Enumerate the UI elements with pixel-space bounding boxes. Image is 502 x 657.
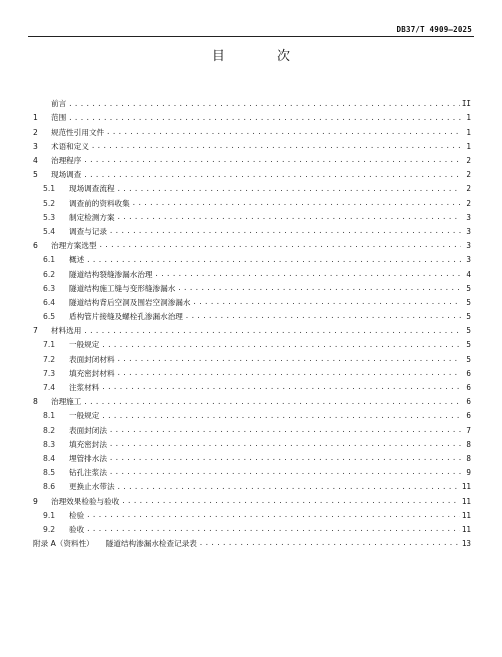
toc-entry[interactable] [33,253,471,267]
toc-entry[interactable] [33,367,471,381]
toc-entry-label: 验收 [69,524,85,534]
toc-entry-number: 6.1 [43,255,56,265]
table-of-contents [33,97,471,551]
toc-entry-label: 一般规定 [69,340,100,350]
toc-dot-leader [117,214,461,221]
toc-entry-label: 表面封闭法 [69,425,107,435]
toc-dot-leader [68,115,461,122]
toc-entry[interactable] [33,324,471,338]
toc-entry-label: 治理效果检验与验收 [51,496,120,506]
toc-entry-label: 概述 [69,255,85,265]
toc-entry-label: 范围 [51,113,67,123]
toc-entry-page-number: 4 [466,269,471,279]
toc-entry[interactable] [33,466,471,480]
toc-entry-number: 8.3 [43,439,56,449]
toc-entry-page-number: 1 [466,141,471,151]
toc-entry[interactable] [33,296,471,310]
toc-entry-page-number: II [461,99,471,109]
toc-entry-number: 7.1 [43,340,56,350]
toc-entry-page-number: 6 [466,368,471,378]
toc-entry-label: 隧道结构施工缝与变形缝渗漏水 [69,283,176,293]
toc-entry[interactable] [33,140,471,154]
toc-entry-page-number: 11 [461,482,471,492]
toc-dot-leader [199,540,460,547]
toc-entry-page-number: 5 [466,297,471,307]
toc-entry-number: 5.2 [43,198,56,208]
toc-entry-page-number: 7 [466,425,471,435]
toc-dot-leader [109,469,461,476]
toc-entry-label: 调查前的资料收集 [69,198,130,208]
toc-entry-number: 6.3 [43,283,56,293]
toc-entry-label: 盾构管片接缝及螺栓孔渗漏水治理 [69,312,183,322]
toc-entry[interactable] [33,154,471,168]
toc-dot-leader [86,257,461,264]
toc-entry-label: 钻孔注浆法 [69,468,107,478]
toc-entry-label: 术语和定义 [51,141,89,151]
toc-entry-number: 8.6 [43,482,56,492]
toc-entry[interactable] [33,395,471,409]
toc-entry[interactable] [33,508,471,522]
header-divider [28,36,474,37]
toc-entry-page-number: 6 [466,411,471,421]
toc-entry-label: 现场调查流程 [69,184,115,194]
toc-entry-number: 8.2 [43,425,56,435]
toc-entry[interactable] [33,523,471,537]
toc-entry-page-number: 3 [466,212,471,222]
toc-dot-leader [106,129,461,136]
toc-entry-page-number: 2 [466,198,471,208]
toc-entry-page-number: 5 [466,326,471,336]
toc-entry-number: 5.1 [43,184,56,194]
toc-dot-leader [101,342,461,349]
toc-entry-number: 4 [33,156,38,166]
toc-entry-label: 调查与记录 [69,226,107,236]
toc-entry-page-number: 11 [461,496,471,506]
toc-entry-page-number: 5 [466,340,471,350]
toc-entry-page-number: 8 [466,439,471,449]
toc-dot-leader [121,498,460,505]
toc-dot-leader [86,512,460,519]
toc-entry-page-number: 2 [466,170,471,180]
toc-entry-number: 7.3 [43,368,56,378]
toc-entry-label: 检验 [69,510,85,520]
toc-entry[interactable] [33,409,471,423]
toc-entry-page-number: 11 [461,524,471,534]
toc-entry-page-number: 9 [466,468,471,478]
toc-entry-number: 1 [33,113,38,123]
toc-entry-number: 8 [33,397,38,407]
toc-dot-leader [155,271,461,278]
toc-entry-label: 治理施工 [51,397,82,407]
toc-entry[interactable] [33,182,471,196]
toc-entry-number: 9.1 [43,510,56,520]
toc-entry-number: 9 [33,496,38,506]
toc-dot-leader [101,413,461,420]
toc-entry[interactable] [33,97,471,111]
toc-entry-label: 现场调查 [51,170,82,180]
toc-entry-label: 治理方案选型 [51,241,97,251]
toc-entry-number: 9.2 [43,524,56,534]
toc-entry-number: 6.5 [43,312,56,322]
toc-entry-page-number: 8 [466,453,471,463]
toc-dot-leader [132,200,461,207]
toc-entry-number: 3 [33,141,38,151]
toc-dot-leader [117,370,461,377]
toc-entry[interactable] [33,338,471,352]
toc-entry-label: 规范性引用文件 [51,127,105,137]
toc-entry-number: 6.2 [43,269,56,279]
toc-dot-leader [99,242,461,249]
toc-dot-leader [109,441,461,448]
toc-entry[interactable] [33,267,471,281]
toc-entry[interactable] [33,494,471,508]
toc-entry-page-number: 3 [466,255,471,265]
toc-entry-label: 一般规定 [69,411,100,421]
toc-entry-page-number: 1 [466,113,471,123]
toc-entry[interactable] [33,423,471,437]
toc-entry[interactable] [33,239,471,253]
toc-entry-label: 前言 [51,99,67,109]
toc-dot-leader [185,313,461,320]
toc-entry-label: 填充密封材料 [69,368,115,378]
toc-entry-label: 隧道结构裂缝渗漏水治理 [69,269,153,279]
toc-entry-label: 隧道结构渗漏水检查记录表 [105,539,197,549]
toc-entry[interactable] [33,168,471,182]
toc-entry-label: 表面封闭材料 [69,354,115,364]
toc-dot-leader [91,143,461,150]
toc-entry-label: 注浆材料 [69,383,100,393]
toc-entry-number: 8.4 [43,453,56,463]
toc-entry-number: 7 [33,326,38,336]
toc-dot-leader [83,328,461,335]
toc-entry-number: 2 [33,127,38,137]
toc-entry-label: 材料选用 [51,326,82,336]
toc-dot-leader [177,285,461,292]
toc-entry[interactable] [33,225,471,239]
standard-code: DB37/T 4909—2025 [396,25,472,34]
toc-entry-number: 8.5 [43,468,56,478]
toc-entry[interactable] [33,480,471,494]
toc-dot-leader [83,172,461,179]
toc-entry-page-number: 2 [466,156,471,166]
toc-dot-leader [193,299,462,306]
toc-dot-leader [109,455,461,462]
toc-dot-leader [83,399,461,406]
toc-entry-label: 填充密封法 [69,439,107,449]
toc-entry-label: 更换止水带法 [69,482,115,492]
toc-entry-number: 6 [33,241,38,251]
toc-entry[interactable] [33,452,471,466]
toc-entry-page-number: 13 [461,539,471,549]
toc-entry-number: 5 [33,170,38,180]
toc-entry-number: 5.3 [43,212,56,222]
toc-entry[interactable] [33,196,471,210]
toc-entry[interactable] [33,310,471,324]
toc-entry[interactable] [33,438,471,452]
toc-entry-label: 治理程序 [51,156,82,166]
toc-dot-leader [68,101,460,108]
toc-entry[interactable] [33,281,471,295]
toc-entry-label: 制定检测方案 [69,212,115,222]
toc-entry-page-number: 3 [466,226,471,236]
toc-entry[interactable] [33,537,471,551]
toc-entry[interactable] [33,352,471,366]
page-title: 目 次 [211,49,315,64]
toc-entry-page-number: 11 [461,510,471,520]
toc-entry-page-number: 3 [466,241,471,251]
toc-dot-leader [117,484,460,491]
toc-entry-page-number: 5 [466,354,471,364]
toc-entry-number: 5.4 [43,226,56,236]
toc-dot-leader [117,356,461,363]
toc-entry-page-number: 1 [466,127,471,137]
toc-entry-number: 7.4 [43,383,56,393]
toc-entry-number: 8.1 [43,411,56,421]
toc-entry-page-number: 6 [466,383,471,393]
toc-entry-number: 6.4 [43,297,56,307]
toc-entry[interactable] [33,211,471,225]
toc-entry-label: 隧道结构背后空洞及围岩空洞渗漏水 [69,297,191,307]
toc-entry-label: 埋管排水法 [69,453,107,463]
toc-entry[interactable] [33,125,471,139]
toc-entry[interactable] [33,381,471,395]
toc-dot-leader [86,526,460,533]
toc-dot-leader [101,384,461,391]
toc-entry-number: 附录 A（资料性） [33,539,94,549]
toc-entry-page-number: 2 [466,184,471,194]
toc-entry-page-number: 5 [466,283,471,293]
toc-dot-leader [109,228,461,235]
toc-dot-leader [109,427,461,434]
toc-dot-leader [83,157,461,164]
toc-dot-leader [117,186,461,193]
toc-entry-number: 7.2 [43,354,56,364]
toc-entry-page-number: 5 [466,312,471,322]
toc-entry-page-number: 6 [466,397,471,407]
toc-entry[interactable] [33,111,471,125]
